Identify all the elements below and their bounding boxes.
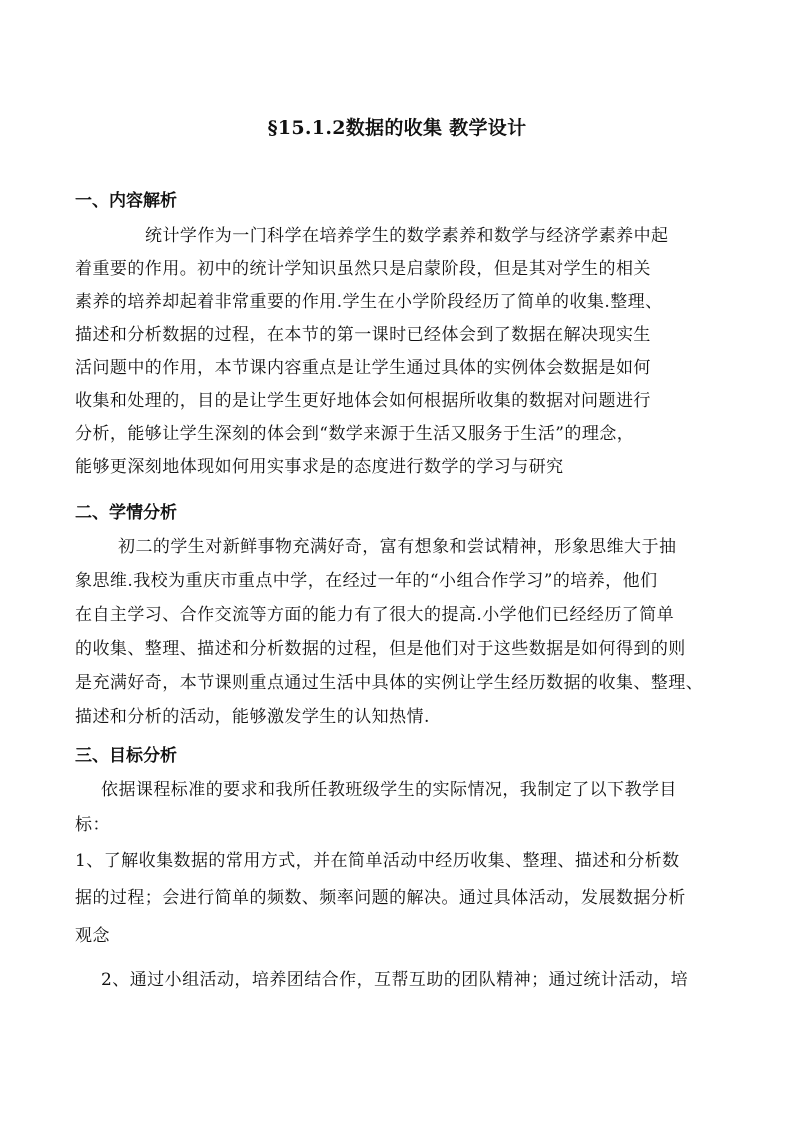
paragraph-line: 观念	[75, 926, 110, 946]
paragraph-line: 2、通过小组活动，培养团结合作，互帮互助的团队精神；通过统计活动，培	[101, 970, 689, 990]
paragraph-line: 能够更深刻地体现如何用实事求是的态度进行数学的学习与研究	[75, 457, 564, 477]
paragraph-line: 是充满好奇，本节课则重点通过生活中具体的实例让学生经历数据的收集、整理、	[75, 673, 704, 693]
paragraph-line: 分析，能够让学生深刻的体会到“数学来源于生活又服务于生活”的理念，	[75, 424, 635, 444]
paragraph-line: 标：	[75, 815, 110, 835]
paragraph-line: 统计学作为一门科学在培养学生的数学素养和数学与经济学素养中起	[145, 226, 669, 246]
paragraph-line: 描述和分析的活动，能够激发学生的认知热情.	[75, 707, 430, 727]
paragraph-line: 的收集、整理、描述和分析数据的过程，但是他们对于这些数据是如何得到的则	[75, 639, 686, 659]
section-heading-student-analysis: 二、学情分析	[75, 503, 177, 523]
paragraph-line: 初二的学生对新鲜事物充满好奇，富有想象和尝试精神，形象思维大于抽	[118, 537, 677, 557]
paragraph-line: 据的过程；会进行简单的频数、频率问题的解决。通过具体活动，发展数据分析	[75, 888, 686, 908]
paragraph-line: 在自主学习、合作交流等方面的能力有了很大的提高.小学他们已经经历了简单	[75, 605, 675, 625]
paragraph-line: 1、了解收集数据的常用方式，并在简单活动中经历收集、整理、描述和分析数	[75, 851, 680, 871]
paragraph-line: 描述和分析数据的过程，在本节的第一课时已经体会到了数据在解决现实生	[75, 325, 651, 345]
paragraph-line: 活问题中的作用，本节课内容重点是让学生通过具体的实例体会数据是如何	[75, 358, 651, 378]
section-heading-goal-analysis: 三、目标分析	[75, 746, 177, 766]
paragraph-line: 象思维.我校为重庆市重点中学，在经过一年的“小组合作学习”的培养，他们	[75, 571, 658, 591]
document-title: §15.1.2数据的收集 教学设计	[267, 117, 527, 139]
paragraph-line: 依据课程标准的要求和我所任教班级学生的实际情况，我制定了以下教学目	[101, 780, 677, 800]
paragraph-line: 着重要的作用。初中的统计学知识虽然只是启蒙阶段，但是其对学生的相关	[75, 259, 651, 279]
paragraph-line: 素养的培养却起着非常重要的作用.学生在小学阶段经历了简单的收集.整理、	[75, 292, 663, 312]
paragraph-line: 收集和处理的，目的是让学生更好地体会如何根据所收集的数据对问题进行	[75, 391, 651, 411]
section-heading-content-analysis: 一、内容解析	[75, 191, 177, 211]
